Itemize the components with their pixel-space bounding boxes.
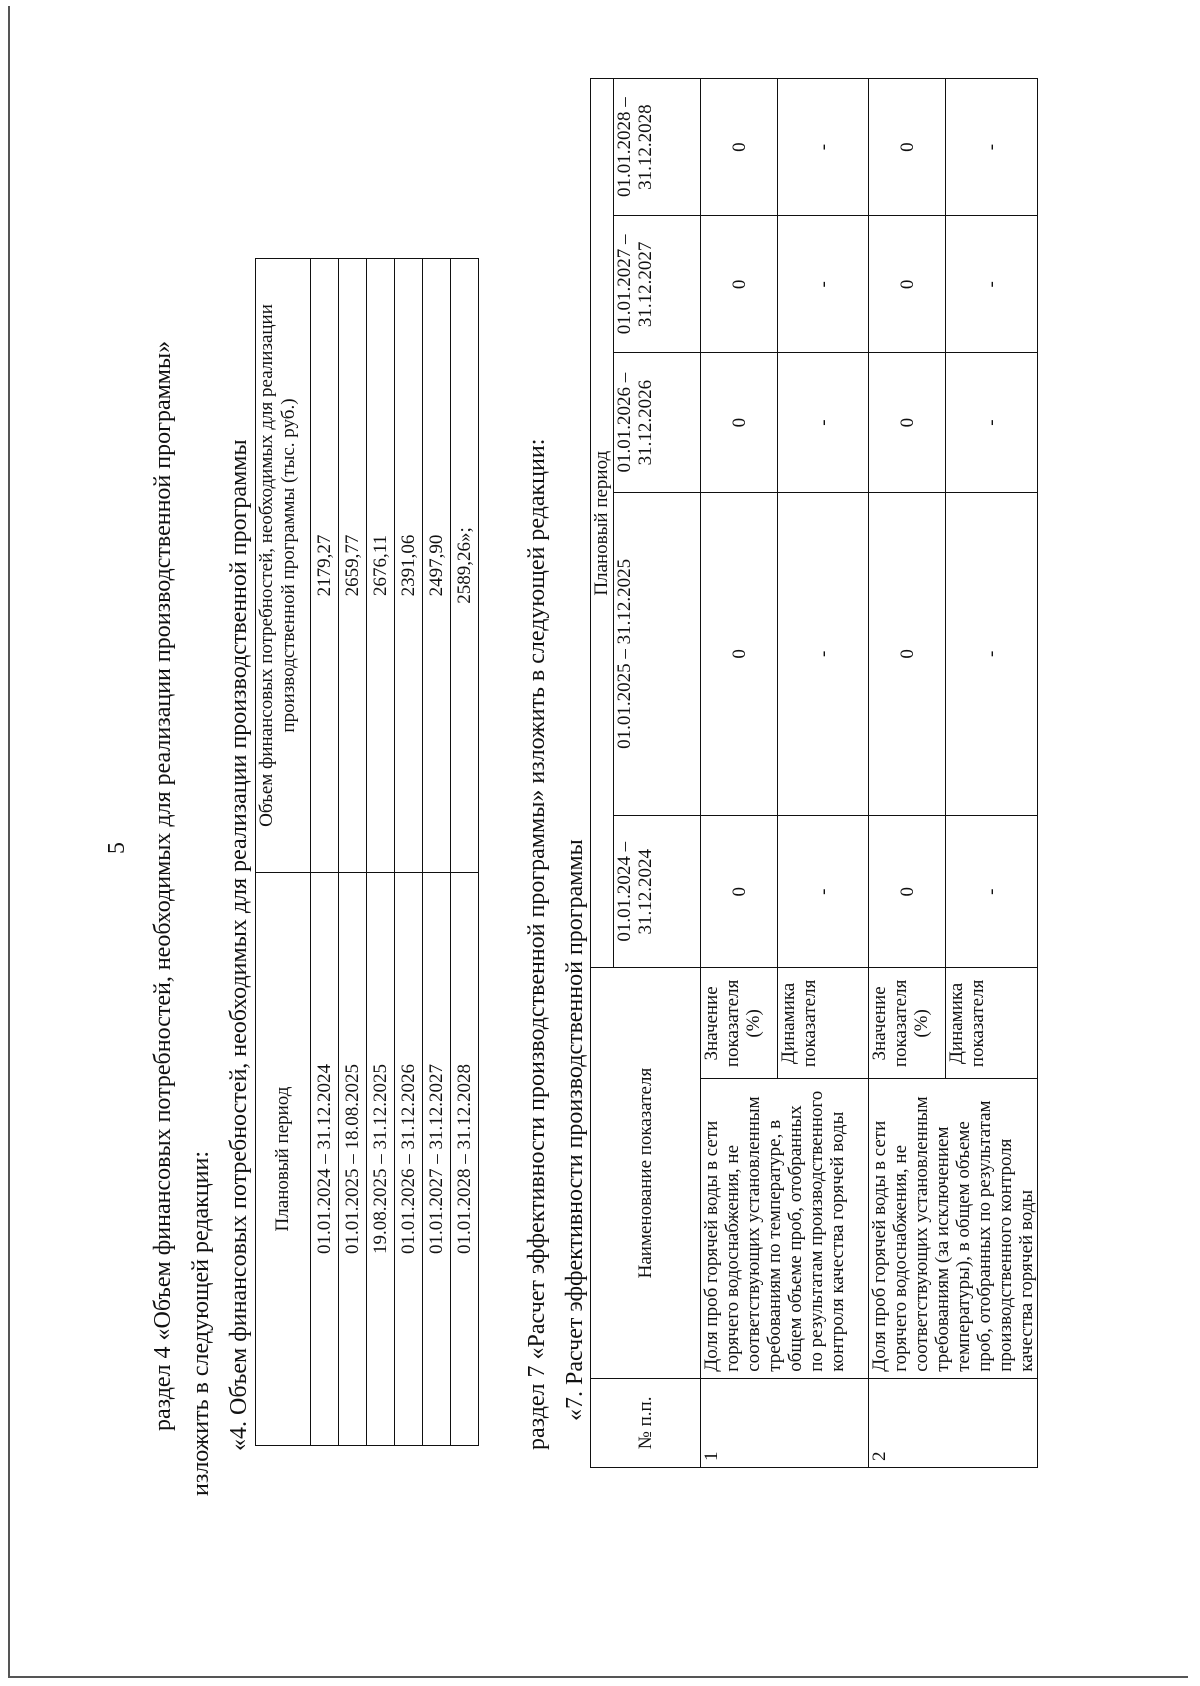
period-cell: 01.01.2025 – 18.08.2025 bbox=[339, 873, 367, 1446]
value-cell: - bbox=[946, 79, 1038, 216]
value-cell: 0 bbox=[701, 216, 778, 353]
value-cell: 0 bbox=[701, 353, 778, 492]
header-planned-period: Плановый период bbox=[256, 873, 311, 1446]
efficiency-table bbox=[590, 78, 1038, 1468]
value-cell: 0 bbox=[701, 492, 778, 815]
table-row bbox=[395, 259, 423, 1446]
amount-cell: 2659,77 bbox=[339, 259, 367, 873]
value-cell: 0 bbox=[869, 216, 946, 353]
header-planned-period: Плановый период bbox=[591, 79, 614, 968]
header-period-2025: 01.01.2025 – 31.12.2025 bbox=[614, 492, 701, 815]
indicator-value-label: Значение показателя (%) bbox=[869, 968, 946, 1079]
value-cell: - bbox=[946, 216, 1038, 353]
section4-intro-line1: раздел 4 «Объем финансовых потребностей, необходимых для реализации производственной программы» bbox=[150, 340, 176, 1431]
financial-needs-table bbox=[255, 258, 479, 1446]
header-period-2027: 01.01.2027 – 31.12.2027 bbox=[614, 216, 701, 353]
indicator-dynamics-label: Динамика показателя bbox=[946, 968, 1038, 1079]
page-number: 5 bbox=[104, 842, 130, 854]
amount-cell: 2676,11 bbox=[367, 259, 395, 873]
table-row bbox=[423, 259, 451, 1446]
indicator-dynamics-label: Динамика показателя bbox=[778, 968, 869, 1079]
value-cell: 0 bbox=[869, 492, 946, 815]
value-cell: - bbox=[946, 816, 1038, 968]
value-cell: - bbox=[778, 79, 869, 216]
header-period-2026: 01.01.2026 – 31.12.2026 bbox=[614, 353, 701, 492]
value-cell: - bbox=[778, 216, 869, 353]
amount-cell: 2497,90 bbox=[423, 259, 451, 873]
period-cell: 19.08.2025 – 31.12.2025 bbox=[367, 873, 395, 1446]
header-financial-volume: Объем финансовых потребностей, необходимых для реализации производственной программы (тыс. руб.) bbox=[256, 259, 311, 873]
header-indicator-name: Наименование показателя bbox=[591, 968, 701, 1378]
section4-intro-line2: изложить в следующей редакции: bbox=[188, 1150, 214, 1496]
value-cell: - bbox=[778, 816, 869, 968]
value-cell: - bbox=[778, 353, 869, 492]
section7-table-title: «7. Расчет эффективности производственной программы bbox=[562, 839, 588, 1421]
value-cell: - bbox=[946, 492, 1038, 815]
period-cell: 01.01.2024 – 31.12.2024 bbox=[311, 873, 339, 1446]
period-cell: 01.01.2026 – 31.12.2026 bbox=[395, 873, 423, 1446]
amount-cell: 2179,27 bbox=[311, 259, 339, 873]
indicator-name: Доля проб горячей воды в сети горячего водоснабжения, не соответствующих установленным требованиям по температуре, в общем объеме проб, отобранных по результатам производственного контроля качества горячей воды bbox=[701, 1079, 869, 1378]
value-cell: 0 bbox=[869, 79, 946, 216]
table-row bbox=[311, 259, 339, 1446]
value-cell: 0 bbox=[869, 816, 946, 968]
section4-table-title: «4. Объем финансовых потребностей, необходимых для реализации производственной программы bbox=[226, 439, 252, 1451]
row-number: 2 bbox=[869, 1378, 1038, 1467]
value-cell: - bbox=[778, 492, 869, 815]
indicator-name: Доля проб горячей воды в сети горячего водоснабжения, не соответствующих установленным требованиям (за исключением температуры), в общем объеме проб, отобранных по результатам производственного контроля качества горячей воды bbox=[869, 1079, 1038, 1378]
amount-cell: 2589,26»; bbox=[451, 259, 479, 873]
indicator-value-label: Значение показателя (%) bbox=[701, 968, 778, 1079]
table-row bbox=[701, 79, 778, 1468]
value-cell: - bbox=[946, 353, 1038, 492]
value-cell: 0 bbox=[701, 816, 778, 968]
table-row bbox=[339, 259, 367, 1446]
header-number: № п.п. bbox=[591, 1378, 701, 1467]
row-number: 1 bbox=[701, 1378, 869, 1467]
header-period-2028: 01.01.2028 – 31.12.2028 bbox=[614, 79, 701, 216]
value-cell: 0 bbox=[701, 79, 778, 216]
table-row bbox=[451, 259, 479, 1446]
period-cell: 01.01.2027 – 31.12.2027 bbox=[423, 873, 451, 1446]
value-cell: 0 bbox=[869, 353, 946, 492]
amount-cell: 2391,06 bbox=[395, 259, 423, 873]
table-row bbox=[367, 259, 395, 1446]
header-period-2024: 01.01.2024 – 31.12.2024 bbox=[614, 816, 701, 968]
section7-intro: раздел 7 «Расчет эффективности производственной программы» изложить в следующей редакции: bbox=[524, 438, 550, 1450]
table-row bbox=[869, 79, 946, 1468]
period-cell: 01.01.2028 – 31.12.2028 bbox=[451, 873, 479, 1446]
